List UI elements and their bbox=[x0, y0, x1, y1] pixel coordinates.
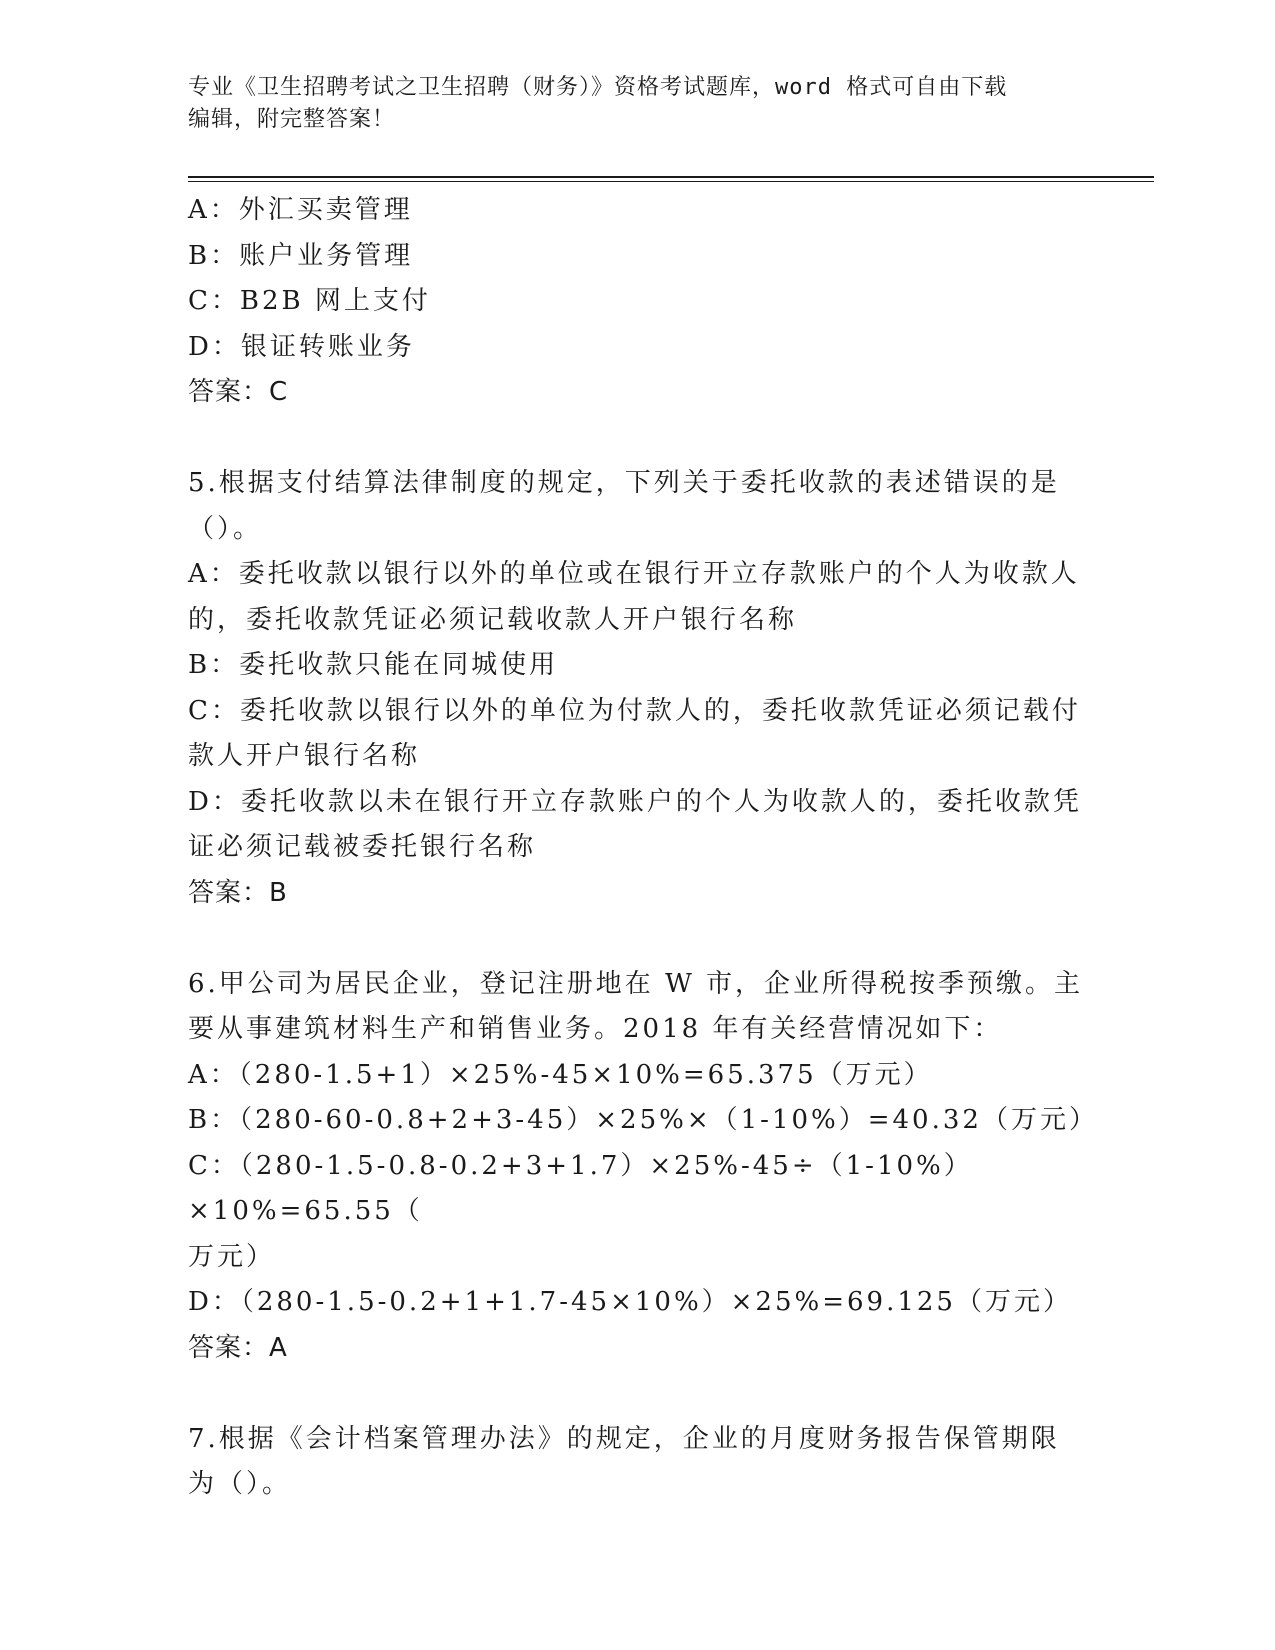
header-divider-thick bbox=[188, 176, 1154, 178]
option-c-continued: 万元） bbox=[188, 1241, 276, 1272]
question-6-block bbox=[188, 962, 1098, 1372]
question-text-line: 7.根据《会计档案管理办法》的规定，企业的月度财务报告保管期限 bbox=[188, 1423, 1060, 1454]
option-a: A：委托收款以银行以外的单位或在银行开立存款账户的个人为收款人 bbox=[188, 559, 1080, 589]
question-5-block bbox=[188, 461, 1088, 916]
answer-line: 答案：B bbox=[188, 877, 288, 908]
option-c: C：B2B 网上支付 bbox=[188, 286, 431, 316]
option-d: D：委托收款以未在银行开立存款账户的个人为收款人的，委托收款凭 bbox=[188, 786, 1082, 817]
option-d: D：（280-1.5-0.2+1+1.7-45×10%）×25%=69.125（万元） bbox=[188, 1287, 1072, 1317]
option-c: C：（280-1.5-0.8-0.2+3+1.7）×25%-45÷（1-10%）×10%=65.55（ bbox=[188, 1150, 973, 1226]
question-list bbox=[188, 188, 1098, 1508]
question-text-line: （）。 bbox=[188, 513, 263, 544]
option-b: B：账户业务管理 bbox=[188, 240, 414, 271]
question-text-line: 要从事建筑材料生产和销售业务。2018 年有关经营情况如下： bbox=[188, 1014, 1003, 1044]
option-a-continued: 的，委托收款凭证必须记载收款人开户银行名称 bbox=[188, 604, 798, 635]
spacer bbox=[188, 416, 1088, 462]
option-d-continued: 证必须记载被委托银行名称 bbox=[188, 832, 537, 862]
spacer bbox=[188, 916, 1088, 962]
header-line-2: 编辑，附完整答案！ bbox=[188, 107, 396, 132]
option-b: B：委托收款只能在同城使用 bbox=[188, 650, 559, 680]
question-text-line: 5.根据支付结算法律制度的规定，下列关于委托收款的表述错误的是 bbox=[188, 468, 1060, 498]
question-4-block bbox=[188, 188, 1088, 416]
question-7-block bbox=[188, 1417, 1088, 1508]
document-header bbox=[188, 72, 1068, 136]
answer-line: 答案：A bbox=[188, 1332, 288, 1363]
option-a: A：（280-1.5+1）×25%-45×10%=65.375（万元） bbox=[188, 1059, 933, 1090]
option-c-continued: 款人开户银行名称 bbox=[188, 741, 421, 771]
header-line-1: 专业《卫生招聘考试之卫生招聘（财务）》资格考试题库，word 格式可自由下载 bbox=[188, 75, 1008, 100]
question-text-line: 6.甲公司为居民企业，登记注册地在 W 市，企业所得税按季预缴。主 bbox=[188, 968, 1084, 999]
spacer bbox=[188, 1371, 1088, 1417]
question-text-line: 为（）。 bbox=[188, 1469, 292, 1499]
option-b: B：（280-60-0.8+2+3-45）×25%×（1-10%）=40.32（万元） bbox=[188, 1105, 1098, 1135]
option-d: D：银证转账业务 bbox=[188, 331, 415, 362]
option-a: A：外汇买卖管理 bbox=[188, 195, 413, 225]
answer-line: 答案：C bbox=[188, 377, 289, 407]
header-divider-thin bbox=[188, 181, 1154, 182]
option-c: C：委托收款以银行以外的单位为付款人的，委托收款凭证必须记载付 bbox=[188, 695, 1081, 726]
